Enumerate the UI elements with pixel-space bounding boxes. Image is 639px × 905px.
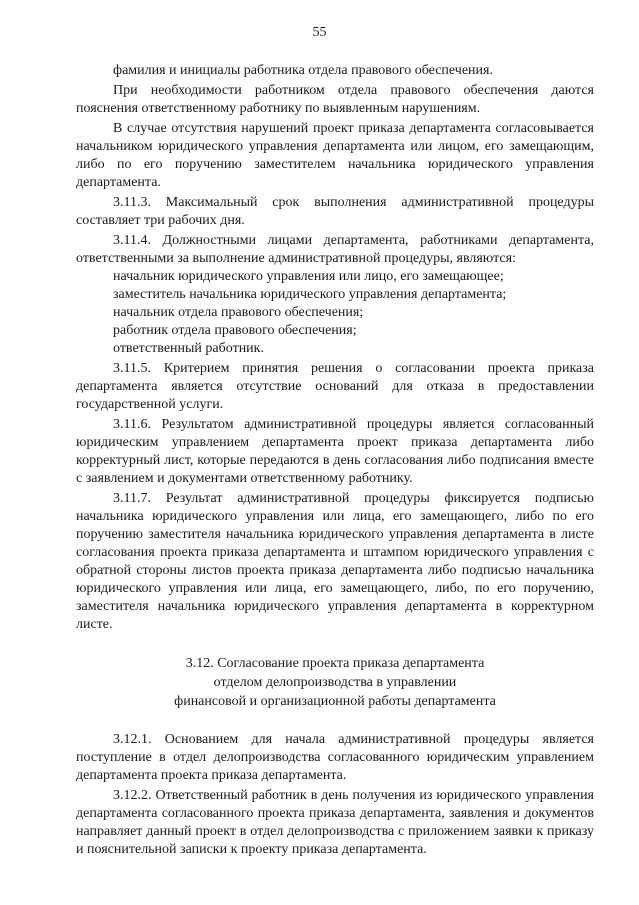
list-item: работник отдела правового обеспечения; (113, 323, 357, 338)
section-heading-line: 3.12. Согласование проекта приказа департамента (185, 656, 485, 671)
paragraph-3-11-7: 3.11.7. Результат административной процедуры фиксируется подписью начальника юридического управления или лица, его замещающего, либо по его поручению заместителя начальника юридического управления департамента в листе согласования проекта приказа департамента и штампом юридического управления с обратной стороны листов проекта приказа департамента либо подписью начальника юридического управления или лица, его замещающего, либо, по его поручению, заместителя начальника юридического управления департамента в корректурном листе. (76, 491, 594, 632)
document-body (76, 62, 594, 859)
section-heading-line: финансовой и организационной работы департамента (174, 694, 496, 709)
list-item: начальник юридического управления или лицо, его замещающее; (113, 269, 504, 284)
paragraph-3-11-4: 3.11.4. Должностными лицами департамента, работниками департамента, ответственными за выполнение административной процедуры, являются: (76, 233, 594, 266)
paragraph-no-violations: В случае отсутствия нарушений проект приказа департамента согласовывается начальником юридического управления департамента или лицом, его замещающим, либо по его поручению заместителем начальника юридического управления департамента. (76, 121, 594, 190)
paragraph-explanations: При необходимости работником отдела правового обеспечения даются пояснения ответственному работнику по выявленным нарушениям. (76, 83, 594, 116)
paragraph-3-12-1: 3.12.1. Основанием для начала административной процедуры является поступление в отдел делопроизводства согласованного юридическим управлением департамента проекта приказа департамента. (76, 732, 594, 783)
list-item: заместитель начальника юридического управления департамента; (113, 287, 507, 302)
section-heading-line: отделом делопроизводства в управлении (213, 675, 457, 690)
list-item: начальник отдела правового обеспечения; (113, 305, 364, 320)
paragraph-3-12-2: 3.12.2. Ответственный работник в день получения из юридического управления департамента согласованного проекта приказа департамента, заявления и документов направляет данный проект в отдел делопроизводства с приложением заявки к приказу и пояснительной записки к проекту приказа департамента. (76, 788, 594, 857)
paragraph-3-11-6: 3.11.6. Результатом административной процедуры является согласованный юридическим управлением департамента проект приказа департамента либо корректурный лист, которые передаются в день согласования либо подписания вместе с заявлением и документами ответственному работнику. (76, 417, 594, 486)
paragraph-3-11-5: 3.11.5. Критерием принятия решения о согласовании проекта приказа департамента является отсутствие оснований для отказа в предоставлении государственной услуги. (76, 361, 594, 412)
page-number: 55 (312, 25, 327, 40)
paragraph-3-11-3: 3.11.3. Максимальный срок выполнения административной процедуры составляет три рабочих дня. (76, 195, 594, 228)
paragraph-continuation: фамилия и инициалы работника отдела правового обеспечения. (113, 63, 493, 78)
section-heading (76, 654, 594, 711)
list-item: ответственный работник. (113, 341, 264, 356)
